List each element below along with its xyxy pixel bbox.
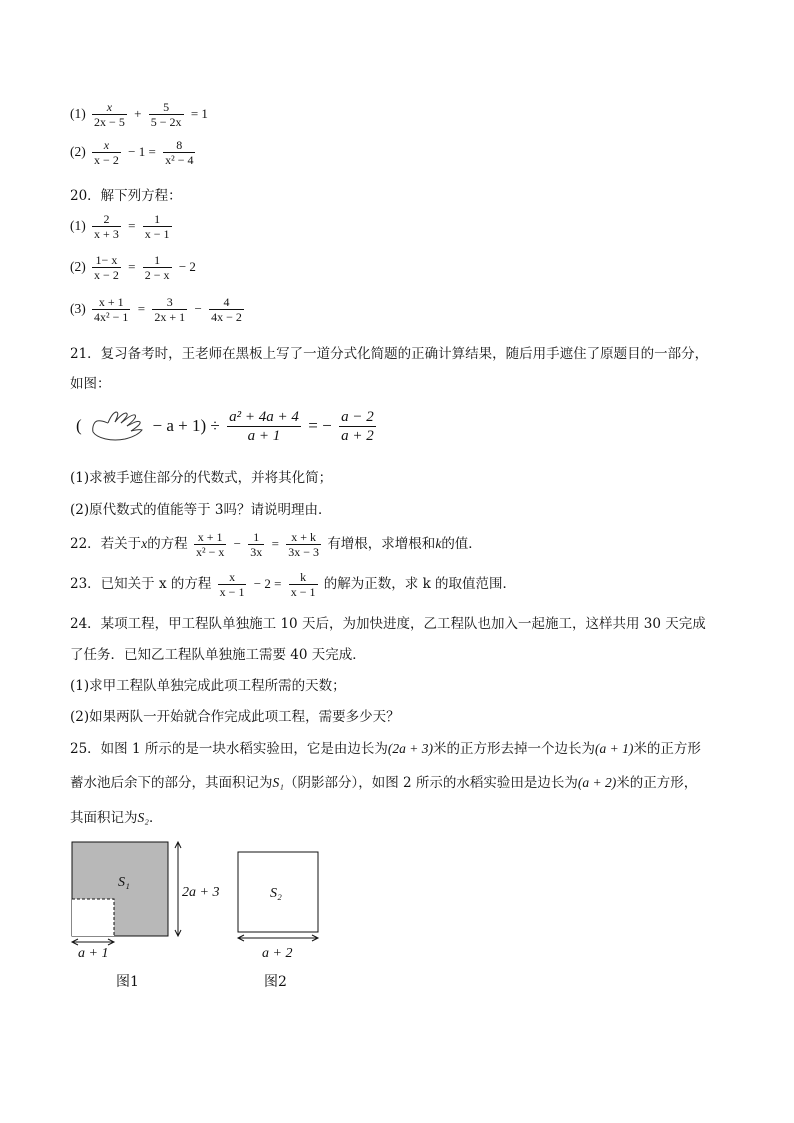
q19-p1-label: (1): [70, 106, 86, 121]
q21-formula: ( − a + 1) ÷ $\frac{\text{a² + 4a + 4}}{a + 1}$ = − $\frac{a - 2}{a + 2}$: [76, 409, 374, 444]
q21-line2: 如图：: [70, 376, 111, 392]
q19-p2-fraction2: $\frac{8}{\text{x² − 4}}$: [165, 138, 194, 167]
fig1-bottom-label: a + 1: [78, 946, 109, 961]
q21-sub1: (1)求被手遮住部分的代数式，并将其化简；: [70, 470, 333, 486]
fig1-side-label: 2a + 3: [182, 885, 220, 900]
hand-icon: [89, 410, 145, 444]
q23-fraction1: $\frac{x}{x - 1}$: [219, 570, 245, 599]
q19-p1-fraction2: $\frac{5}{5 - 2x}$: [150, 100, 182, 129]
q24-line1: 24．某项工程，甲工程队单独施工 10 天后，为加快进度，乙工程队也加入一起施工，这样共用 30 天完成: [70, 616, 706, 632]
q20-p1-fraction1: $\frac{2}{x + 3}$: [94, 212, 119, 241]
q23-fraction2: $\frac{k}{x - 1}$: [290, 570, 316, 599]
fig1-area-label: S₁: [118, 875, 130, 890]
q20-title: 20．解下列方程：: [70, 188, 182, 204]
fig1-removed-square: [72, 899, 114, 936]
q21-sub2: (2)原代数式的值能等于 3吗？请说明理由．: [70, 502, 332, 518]
q25-figures: [0, 830, 794, 1030]
q20-p2-fraction2: $\frac{1}{2 - x}$: [144, 253, 170, 282]
q21-line1: 21．复习备考时，王老师在黑板上写了一道分式化简题的正确计算结果，随后用手遮住了原题目的一部分，: [70, 346, 709, 362]
q22-fraction1: $\frac{x + 1}{\text{x² − x}}$: [195, 530, 225, 559]
q19-part2: (2) $\frac{x}{x - 2}$ − 1 = $\frac{8}{\text{x² − 4}}$: [70, 138, 194, 167]
q20-part1: (1) $\frac{2}{x + 3}$ = $\frac{1}{x - 1}$: [70, 212, 170, 241]
fig2-area-label: S₂: [270, 886, 282, 901]
q22-fraction2: $\frac{1}{3x}$: [250, 530, 263, 559]
q20-p3-fraction2: $\frac{3}{2x + 1}$: [154, 295, 186, 324]
q22-fraction3: $\frac{x + k}{3x - 3}$: [288, 530, 320, 559]
q20-part3: (3) $\frac{x + 1}{\text{4x² − 1}}$ = $\frac{3}{2x + 1}$ − $\frac{4}{4x - 2}$: [70, 295, 242, 324]
q24-sub1: (1)求甲工程队单独完成此项工程所需的天数；: [70, 678, 346, 694]
q23: 23．已知关于 x 的方程 $\frac{x}{x - 1}$ − 2 = $\frac{k}{x - 1}$ 的解为正数，求 k 的取值范围．: [70, 570, 517, 599]
fig1-caption: 图1: [116, 974, 139, 990]
q19-p2-fraction1: $\frac{x}{x - 2}$: [94, 138, 119, 167]
q24-line2: 了任务．已知乙工程队单独施工需要 40 天完成．: [70, 647, 366, 663]
q20-p2-fraction1: $\frac{1- x}{x - 2}$: [94, 253, 119, 282]
q19-p2-label: (2): [70, 144, 86, 159]
q24-sub2: (2)如果两队一开始就合作完成此项工程，需要多少天？: [70, 709, 400, 725]
q19-p1-fraction1: $\frac{x}{2x - 5}$: [94, 100, 125, 129]
q19-part1: (1) $\frac{x}{2x - 5}$ + $\frac{5}{5 - 2x}$ = 1: [70, 100, 208, 129]
q21-fraction1: $\frac{\text{a² + 4a + 4}}{a + 1}$: [229, 409, 299, 444]
q22: 22．若关于x的方程 $\frac{x + 1}{\text{x² − x}}$ − $\frac{1}{3x}$ = $\frac{x + k}{3x - 3}$ 有增根，求增根和k的值．: [70, 530, 482, 559]
q25-line3: 其面积记为S₂．: [70, 810, 163, 826]
q25-line1: 25．如图 1 所示的是一块水稻实验田，它是由边长为(2a + 3)米的正方形去掉一个边长为(a + 1)米的正方形: [70, 741, 701, 757]
fig2-bottom-label: a + 2: [262, 946, 293, 961]
q21-fraction2: $\frac{a - 2}{a + 2}$: [341, 409, 374, 444]
q20-p1-fraction2: $\frac{1}{x - 1}$: [144, 212, 170, 241]
q20-part2: (2) $\frac{1- x}{x - 2}$ = $\frac{1}{2 - x}$ − 2: [70, 253, 196, 282]
q20-p3-fraction3: $\frac{4}{4x - 2}$: [211, 295, 242, 324]
q25-line2: 蓄水池后余下的部分，其面积记为S₁（阴影部分），如图 2 所示的水稻实验田是边长为(a + 2)米的正方形，: [70, 775, 698, 791]
fig2-caption: 图2: [264, 974, 287, 990]
q20-p3-fraction1: $\frac{x + 1}{\text{4x² − 1}}$: [94, 295, 129, 324]
